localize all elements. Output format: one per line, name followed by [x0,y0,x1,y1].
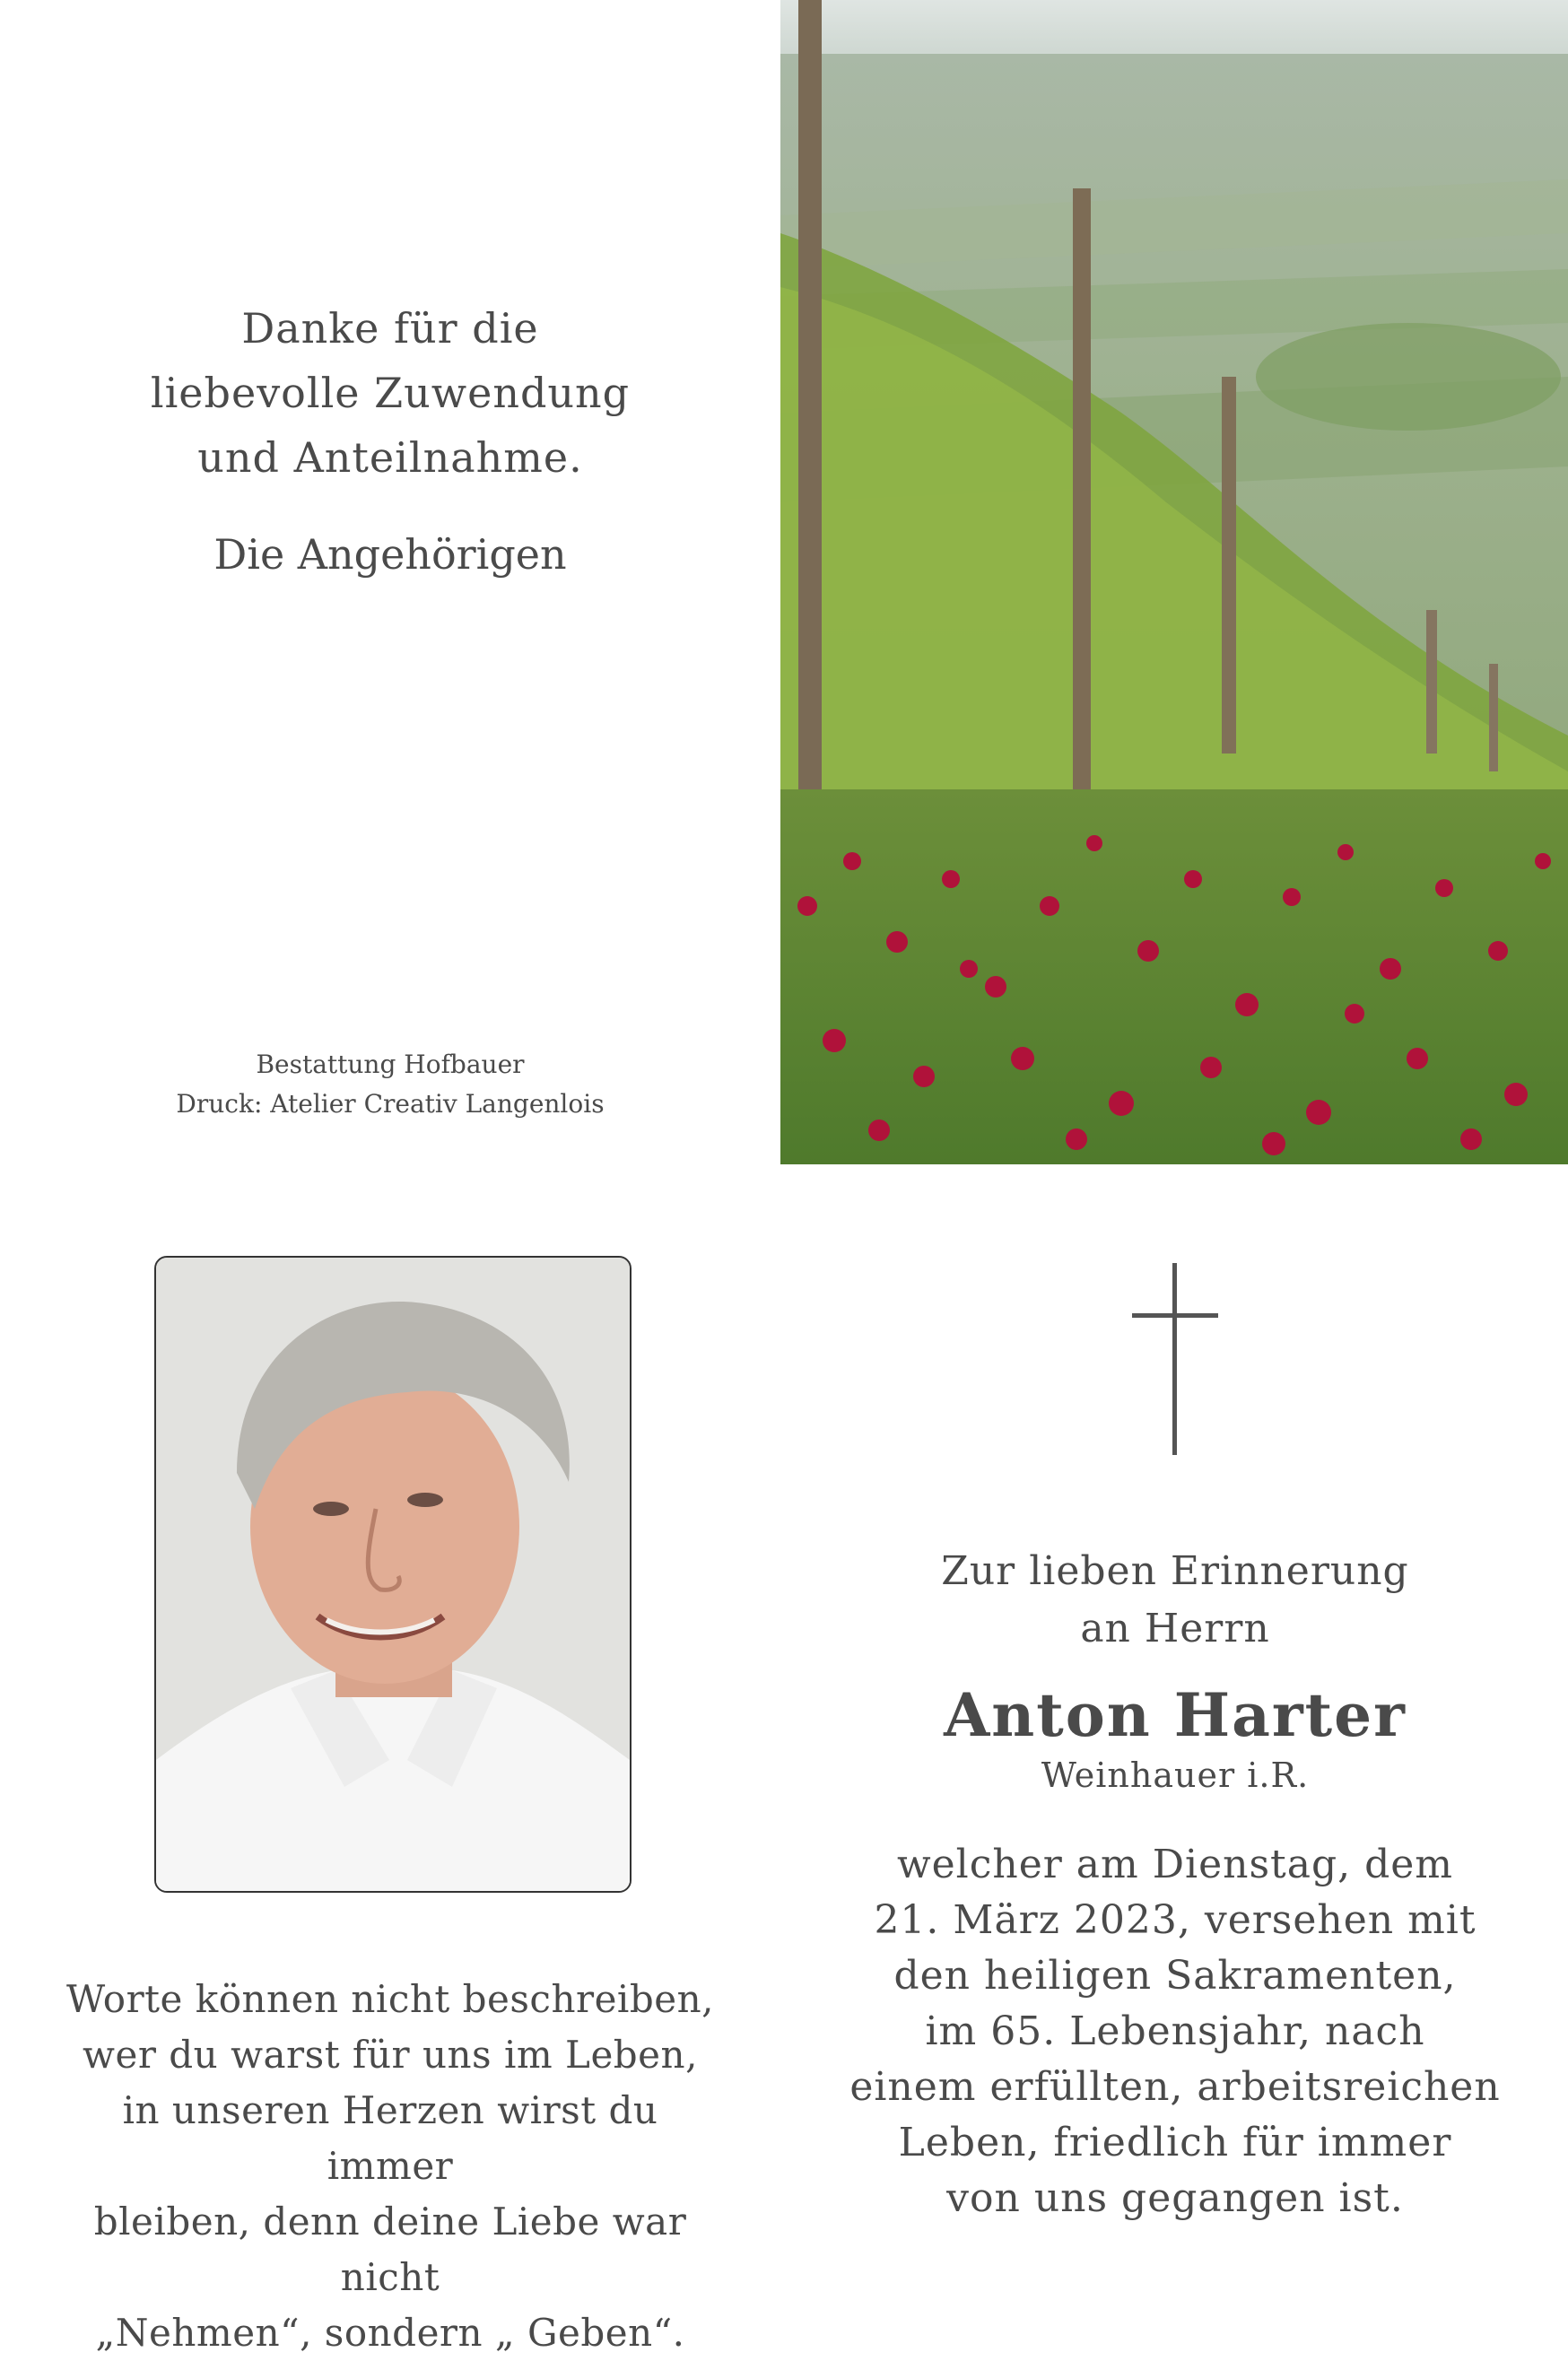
memorial-line: Leben, friedlich für immer [898,2120,1452,2165]
memorial-line: welcher am Dienstag, dem [896,1842,1454,1887]
poem-line: bleiben, denn deine Liebe war nicht [93,2200,687,2299]
deceased-name: Anton Harter [944,1680,1407,1750]
memorial-line: im 65. Lebensjahr, nach [925,2008,1425,2054]
thanks-line: liebevolle Zuwendung [150,369,631,417]
memorial-intro: Zur lieben Erinnerung [941,1548,1409,1594]
credits [0,1045,780,1124]
memorial-line: einem erfüllten, arbeitsreichen [849,2064,1501,2110]
poem-line: Worte können nicht beschreiben, [65,1977,714,2021]
thanks-section [0,296,780,587]
poem-line: „Nehmen“, sondern „ Geben“. [95,2311,685,2355]
funeral-home: Bestattung Hofbauer [256,1050,525,1079]
memorial-intro: an Herrn [1080,1606,1270,1651]
cross-icon [1132,1263,1218,1455]
thanks-line: und Anteilnahme. [197,433,583,482]
memorial-body [825,1837,1525,2226]
vineyard-photo [780,0,1568,1164]
portrait-photo [154,1256,632,1893]
memorial-line: von uns gegangen ist. [946,2175,1404,2221]
poem-line: in unseren Herzen wirst du immer [122,2088,658,2188]
memorial-line: 21. März 2023, versehen mit [874,1897,1477,1943]
memorial-text [825,1543,1525,2226]
printer-credit: Druck: Atelier Creativ Langenlois [176,1089,605,1119]
thanks-line: Danke für die [241,304,539,353]
poem [54,1972,727,2361]
memorial-line: den heiligen Sakramenten, [893,1953,1457,1999]
family-signature: Die Angehörigen [213,530,567,579]
poem-line: wer du warst für uns im Leben, [83,2033,698,2077]
deceased-title: Weinhauer i.R. [1041,1756,1310,1795]
